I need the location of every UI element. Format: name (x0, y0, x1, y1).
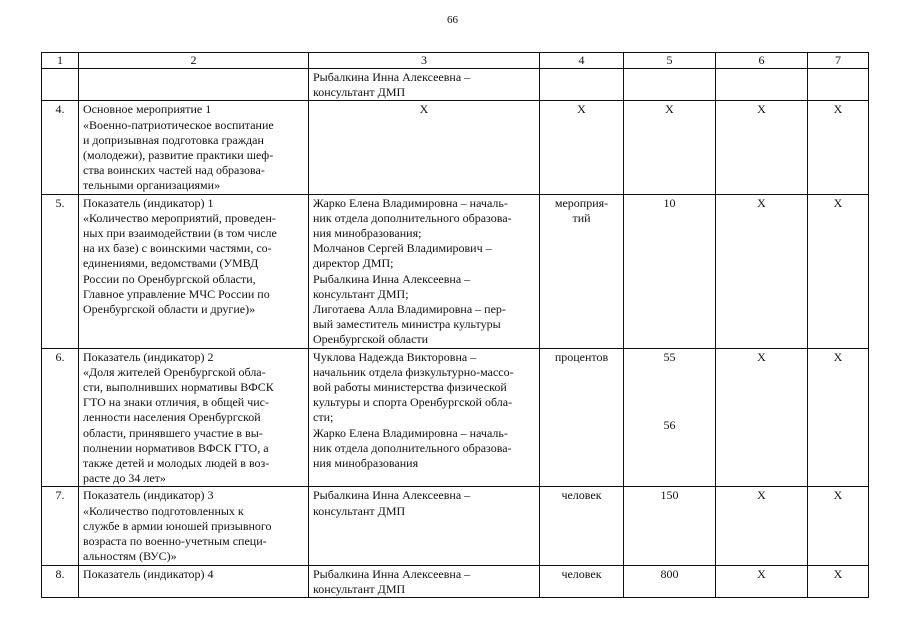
row-unit: мероприя- тий (540, 194, 624, 348)
header-cell-5: 5 (624, 53, 716, 69)
table-row (42, 101, 869, 194)
row-number (42, 69, 79, 101)
row-col7 (808, 69, 869, 101)
row-col6: Х (716, 565, 808, 597)
row-number: 6. (42, 348, 79, 487)
row-responsible: Рыбалкина Инна Алексеевна – консультант ДМП (309, 565, 540, 597)
row-number: 8. (42, 565, 79, 597)
row-value: 800 (624, 565, 716, 597)
row-name: Показатель (индикатор) 2 «Доля жителей Оренбургской обла- сти, выполнивших нормативы ВФСК ГТО на знаки отличия, в общей чис- ленности населения Оренбургской области, принявшего участие в вы- полнении нормативов ВФСК ГТО, а также детей и молодых людей в воз- расте до 34 лет» (79, 348, 309, 487)
row-unit: человек (540, 487, 624, 565)
header-cell-2: 2 (79, 53, 309, 69)
row-name: Показатель (индикатор) 1 «Количество мероприятий, проведен- ных при взаимодействии (в том числе на их базе) с воинскими частями, со- единениями, ведомствами (УМВД России по Оренбургской области, Главное управление МЧС России по Оренбургской области и другие)» (79, 194, 309, 348)
table-row (42, 348, 869, 487)
row-value: 150 (624, 487, 716, 565)
document-table (41, 52, 869, 598)
row-name: Основное мероприятие 1 «Военно-патриотическое воспитание и допризывная подготовка граждан (молодежи), развитие практики шеф- ства воинских частей над образова- тельными организациями» (79, 101, 309, 194)
row-unit: процентов (540, 348, 624, 487)
row-responsible: Х (309, 101, 540, 194)
row-name: Показатель (индикатор) 4 (79, 565, 309, 597)
row-value-primary: 55 (663, 349, 676, 364)
row-col6: Х (716, 348, 808, 487)
row-col6: Х (716, 101, 808, 194)
table-row (42, 487, 869, 565)
header-cell-4: 4 (540, 53, 624, 69)
row-unit: человек (540, 565, 624, 597)
header-cell-6: 6 (716, 53, 808, 69)
table-header-row (42, 53, 869, 69)
row-col7: Х (808, 487, 869, 565)
row-name (79, 69, 309, 101)
table-row (42, 565, 869, 597)
row-responsible: Рыбалкина Инна Алексеевна – консультант ДМП (309, 487, 540, 565)
row-value-secondary: 56 (663, 417, 676, 432)
header-cell-7: 7 (808, 53, 869, 69)
header-cell-1: 1 (42, 53, 79, 69)
row-value: Х (624, 101, 716, 194)
row-number: 5. (42, 194, 79, 348)
row-col6 (716, 69, 808, 101)
row-responsible: Чуклова Надежда Викторовна – начальник отдела физкультурно-массо- вой работы министерства физической культуры и спорта Оренбургской обла- сти; Жарко Елена Владимировна – началь- ник отдела дополнительного образова- ния минобразования (309, 348, 540, 487)
table-row (42, 69, 869, 101)
row-col7: Х (808, 194, 869, 348)
row-value (624, 69, 716, 101)
row-number: 4. (42, 101, 79, 194)
page-number: 66 (447, 14, 458, 26)
row-value: 10 (624, 194, 716, 348)
row-unit (540, 69, 624, 101)
row-responsible: Рыбалкина Инна Алексеевна – консультант ДМП (309, 69, 540, 101)
row-value (624, 348, 716, 487)
row-col7: Х (808, 101, 869, 194)
header-cell-3: 3 (309, 53, 540, 69)
row-number: 7. (42, 487, 79, 565)
row-name: Показатель (индикатор) 3 «Количество подготовленных к службе в армии юношей призывного возраста по военно-учетным специ- альностям (ВУС)» (79, 487, 309, 565)
row-col6: Х (716, 487, 808, 565)
row-col7: Х (808, 348, 869, 487)
table-row (42, 194, 869, 348)
row-col7: Х (808, 565, 869, 597)
row-unit: Х (540, 101, 624, 194)
row-col6: Х (716, 194, 808, 348)
row-responsible: Жарко Елена Владимировна – началь- ник отдела дополнительного образова- ния минобразования; Молчанов Сергей Владимирович – директор ДМП; Рыбалкина Инна Алексеевна – консультант ДМП; Лиготаева Алла Владимировна – пер- вый заместитель министра культуры Оренбургской области (309, 194, 540, 348)
